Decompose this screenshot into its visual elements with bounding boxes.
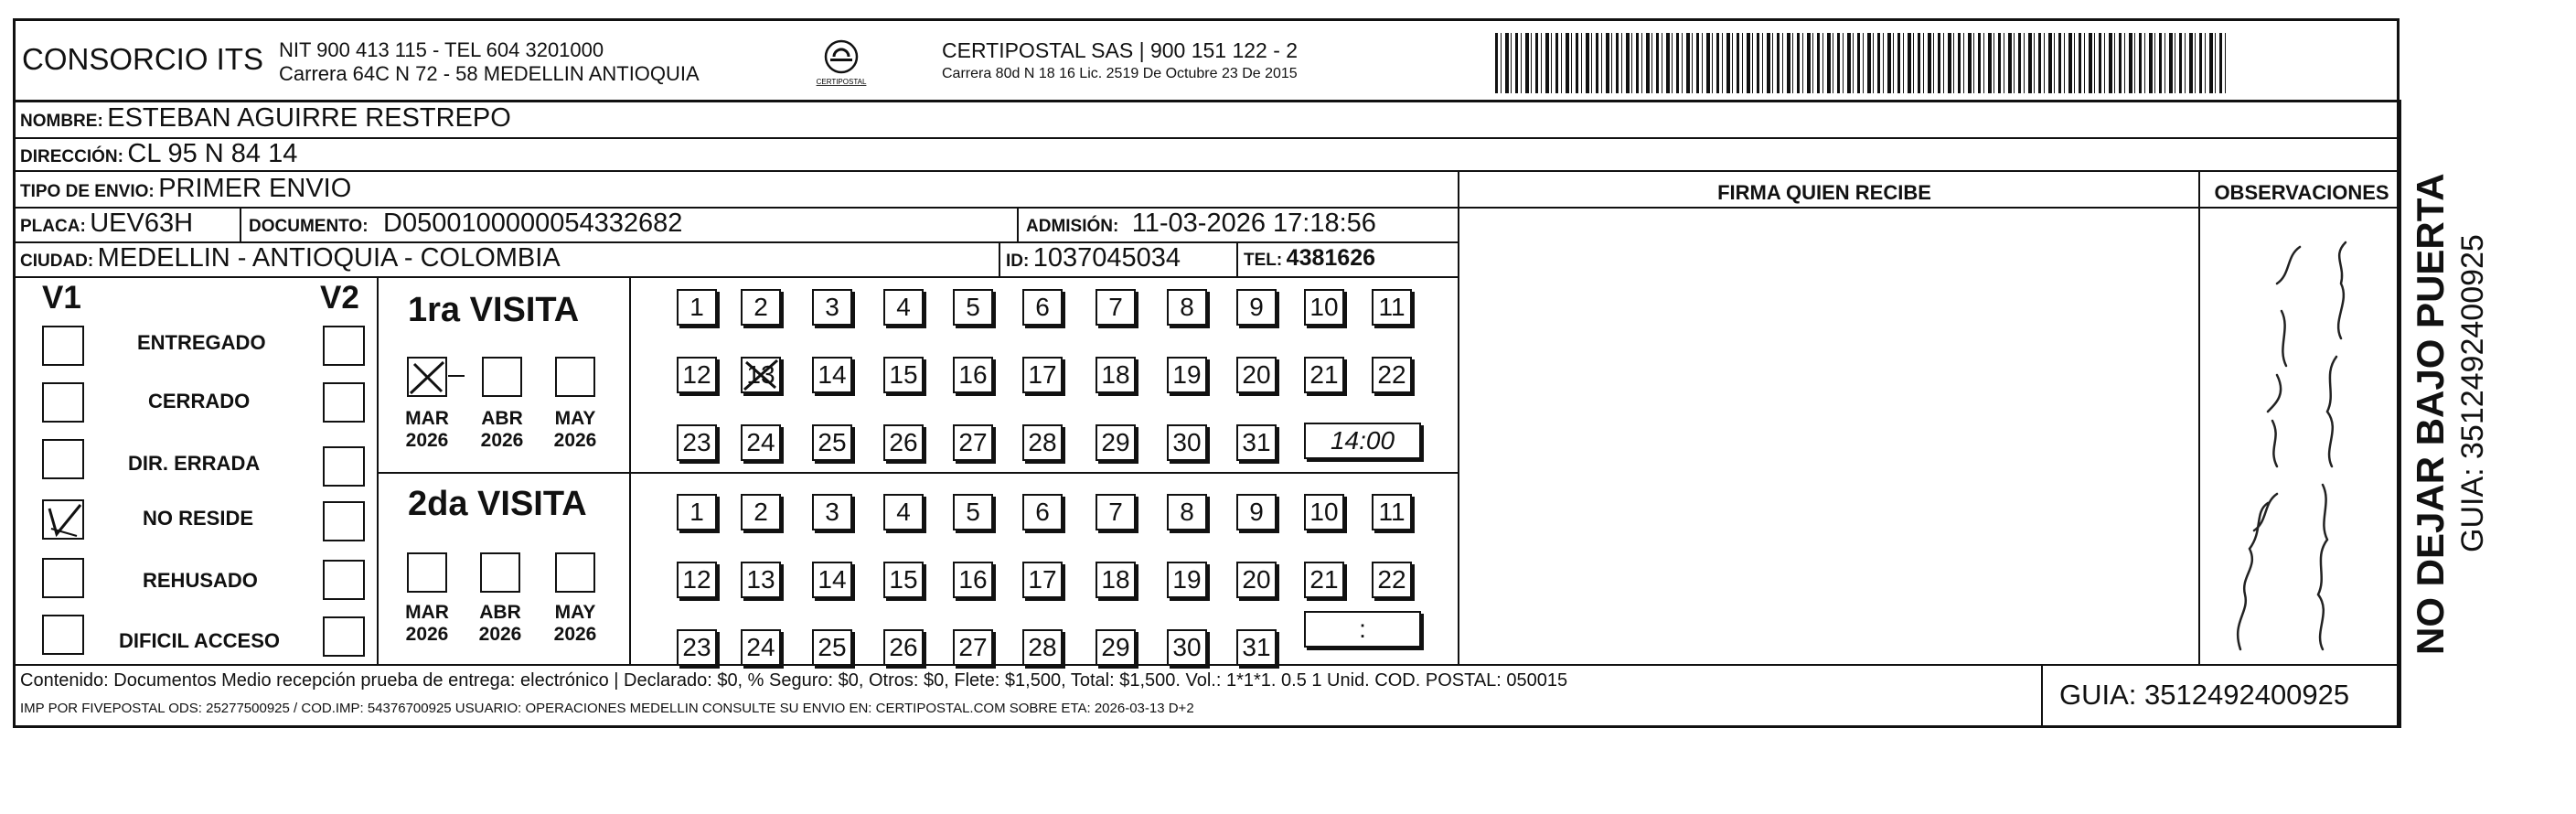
visit1-month-abr-checkbox[interactable] xyxy=(482,357,522,397)
placa-row xyxy=(20,209,193,239)
nombre-value: ESTEBAN AGUIRRE RESTREPO xyxy=(107,103,511,133)
tel-value: 4381626 xyxy=(1286,245,1375,271)
tipo-row xyxy=(20,174,351,204)
documento-row xyxy=(249,209,682,239)
visit2-day-11[interactable]: 11 xyxy=(1372,494,1412,530)
visit1-month-may: MAY 2026 xyxy=(553,408,597,451)
visit2-day-26[interactable]: 26 xyxy=(883,629,924,666)
visit2-day-23[interactable]: 23 xyxy=(677,629,717,666)
tipo-label: TIPO DE ENVIO: xyxy=(20,182,155,201)
visit2-day-15[interactable]: 15 xyxy=(883,562,924,598)
v1-checkbox-rehusado[interactable] xyxy=(42,558,84,598)
visit1-day-13[interactable]: 13 xyxy=(741,357,781,393)
visit1-day-6[interactable]: 6 xyxy=(1022,289,1063,326)
documento-label: DOCUMENTO: xyxy=(249,217,369,236)
visit1-day-30[interactable]: 30 xyxy=(1167,424,1207,461)
visit1-month-mar-checkbox[interactable] xyxy=(407,357,447,397)
certipostal-logo xyxy=(814,37,869,93)
visit1-day-7[interactable]: 7 xyxy=(1096,289,1136,326)
visit1-day-28[interactable]: 28 xyxy=(1022,424,1063,461)
visit2-day-29[interactable]: 29 xyxy=(1096,629,1136,666)
company-nit-line: NIT 900 413 115 - TEL 604 3201000 xyxy=(279,38,604,61)
visit2-day-17[interactable]: 17 xyxy=(1022,562,1063,598)
visit2-day-1[interactable]: 1 xyxy=(677,494,717,530)
visit2-day-6[interactable]: 6 xyxy=(1022,494,1063,530)
footer-contenido: Contenido: Documentos Medio recepción prueba de entrega: electrónico | Declarado: $0, % Seguro: $0, Otros: $0, Flete: $1,500, Total: $1,500. Vol.: 1*1*1. 0.5 1 Unid. COD. POSTAL: 050015 xyxy=(20,670,1568,691)
observaciones-label: OBSERVACIONES xyxy=(2214,181,2389,204)
tel-label: TEL: xyxy=(1244,251,1283,270)
visit1-title: 1ra VISITA xyxy=(408,291,580,329)
status-rehusado: REHUSADO xyxy=(143,569,258,592)
footer-guia: GUIA: 3512492400925 xyxy=(2059,679,2350,711)
company-address-line: Carrera 64C N 72 - 58 MEDELLIN ANTIOQUIA xyxy=(279,62,700,85)
observaciones-handwriting xyxy=(2213,229,2378,659)
visit2-day-28[interactable]: 28 xyxy=(1022,629,1063,666)
visit2-day-2[interactable]: 2 xyxy=(741,494,781,530)
visit2-day-7[interactable]: 7 xyxy=(1096,494,1136,530)
visit2-day-22[interactable]: 22 xyxy=(1372,562,1412,598)
v2-checkbox-entregado[interactable] xyxy=(323,326,365,366)
admision-value: 11-03-2026 17:18:56 xyxy=(1131,209,1376,238)
visit2-month-abr: ABR 2026 xyxy=(478,602,522,645)
visit1-day-3[interactable]: 3 xyxy=(812,289,852,326)
barcode-icon xyxy=(1495,33,2227,93)
visit1-day-10[interactable]: 10 xyxy=(1304,289,1344,326)
carrier-line: CERTIPOSTAL SAS | 900 151 122 - 2 xyxy=(942,38,1299,62)
visit-divider xyxy=(629,276,631,664)
visit1-day-20[interactable]: 20 xyxy=(1236,357,1277,393)
visit1-day-22[interactable]: 22 xyxy=(1372,357,1412,393)
row-divider xyxy=(13,137,2400,139)
visit1-day-4[interactable]: 4 xyxy=(883,289,924,326)
visit2-day-19[interactable]: 19 xyxy=(1167,562,1207,598)
visit2-title: 2da VISITA xyxy=(408,485,587,523)
direccion-value: CL 95 N 84 14 xyxy=(127,139,298,168)
firma-label: FIRMA QUIEN RECIBE xyxy=(1717,181,1931,204)
obs-left-border xyxy=(2198,170,2200,664)
v2-label: V2 xyxy=(320,280,359,316)
visit1-day-26[interactable]: 26 xyxy=(883,424,924,461)
visit2-day-13[interactable]: 13 xyxy=(741,562,781,598)
company-name: CONSORCIO ITS xyxy=(22,42,264,76)
v2-checkbox-dir-errada[interactable] xyxy=(323,446,365,487)
visit1-day-17[interactable]: 17 xyxy=(1022,357,1063,393)
visit1-day-12[interactable]: 12 xyxy=(677,357,717,393)
cell-divider xyxy=(240,207,241,241)
visit1-day-27[interactable]: 27 xyxy=(953,424,993,461)
status-divider xyxy=(377,276,379,664)
ciudad-row xyxy=(20,243,561,273)
visit2-day-25[interactable]: 25 xyxy=(812,629,852,666)
visit2-day-27[interactable]: 27 xyxy=(953,629,993,666)
side-no-dejar-bajo-puerta: NO DEJAR BAJO PUERTA xyxy=(2409,173,2452,655)
status-cerrado: CERRADO xyxy=(148,390,251,412)
visit1-day-15[interactable]: 15 xyxy=(883,357,924,393)
status-dir-errada: DIR. ERRADA xyxy=(128,452,261,475)
v2-checkbox-cerrado[interactable] xyxy=(323,382,365,423)
footer-impresion: IMP POR FIVEPOSTAL ODS: 25277500925 / COD.IMP: 54376700925 USUARIO: OPERACIONES MEDELLIN CONSULTE SU ENVIO EN: CERTIPOSTAL.COM SOBRE ETA: 2026-03-13 D+2 xyxy=(20,701,1194,716)
visit1-time[interactable]: 14:00 xyxy=(1304,423,1421,459)
direccion-label: DIRECCIÓN: xyxy=(20,147,123,166)
nombre-label: NOMBRE: xyxy=(20,112,103,131)
direccion-row xyxy=(20,139,297,169)
visit2-day-21[interactable]: 21 xyxy=(1304,562,1344,598)
footer-cell-divider xyxy=(2041,664,2043,728)
visit2-day-20[interactable]: 20 xyxy=(1236,562,1277,598)
v1-checkbox-entregado[interactable] xyxy=(42,326,84,366)
nombre-row xyxy=(20,103,511,134)
cell-divider xyxy=(1236,241,1238,276)
visit2-day-30[interactable]: 30 xyxy=(1167,629,1207,666)
v2-checkbox-dificil-acceso[interactable] xyxy=(323,616,365,657)
cell-divider xyxy=(1017,207,1019,241)
visit2-day-24[interactable]: 24 xyxy=(741,629,781,666)
visit1-day-29[interactable]: 29 xyxy=(1096,424,1136,461)
visit1-day-16[interactable]: 16 xyxy=(953,357,993,393)
status-dificil-acceso: DIFICIL ACCESO xyxy=(119,629,281,652)
admision-label: ADMISIÓN: xyxy=(1026,217,1119,236)
visit1-month-mar: MAR 2026 xyxy=(405,408,449,451)
visit1-day-23[interactable]: 23 xyxy=(677,424,717,461)
visit2-day-10[interactable]: 10 xyxy=(1304,494,1344,530)
carrier-address-line: Carrera 80d N 18 16 Lic. 2519 De Octubre 23 De 2015 xyxy=(942,66,1298,81)
v1-checkbox-dificil-acceso[interactable] xyxy=(42,615,84,655)
pen-stroke xyxy=(448,375,465,377)
visit2-day-5[interactable]: 5 xyxy=(953,494,993,530)
status-no-reside: NO RESIDE xyxy=(143,507,254,530)
tel-row xyxy=(1244,245,1375,272)
side-guia: GUIA: 3512492400925 xyxy=(2455,234,2490,552)
visit2-month-mar-checkbox[interactable] xyxy=(407,552,447,593)
side-band-divider xyxy=(2400,100,2401,728)
visit1-day-19[interactable]: 19 xyxy=(1167,357,1207,393)
visit2-day-8[interactable]: 8 xyxy=(1167,494,1207,530)
visit1-day-1[interactable]: 1 xyxy=(677,289,717,326)
visit1-day-31[interactable]: 31 xyxy=(1236,424,1277,461)
visit2-month-may-checkbox[interactable] xyxy=(555,552,595,593)
visit2-time[interactable]: : xyxy=(1304,611,1421,648)
v1-checkbox-no-reside[interactable] xyxy=(42,499,84,540)
visit1-day-11[interactable]: 11 xyxy=(1372,289,1412,326)
id-value: 1037045034 xyxy=(1032,243,1181,273)
visit1-month-may-checkbox[interactable] xyxy=(555,357,595,397)
ciudad-value: MEDELLIN - ANTIOQUIA - COLOMBIA xyxy=(97,243,561,273)
cell-divider xyxy=(999,241,1000,276)
visit2-day-9[interactable]: 9 xyxy=(1236,494,1277,530)
visit1-month-abr: ABR 2026 xyxy=(480,408,524,451)
visit1-day-8[interactable]: 8 xyxy=(1167,289,1207,326)
visit1-day-21[interactable]: 21 xyxy=(1304,357,1344,393)
visit2-day-3[interactable]: 3 xyxy=(812,494,852,530)
documento-value: D0500100000054332682 xyxy=(383,209,683,238)
visit2-day-12[interactable]: 12 xyxy=(677,562,717,598)
firma-left-border xyxy=(1458,170,1459,664)
visit2-day-31[interactable]: 31 xyxy=(1236,629,1277,666)
visit1-day-2[interactable]: 2 xyxy=(741,289,781,326)
status-entregado: ENTREGADO xyxy=(137,331,266,354)
visit2-day-18[interactable]: 18 xyxy=(1096,562,1136,598)
visit2-month-mar: MAR 2026 xyxy=(405,602,449,645)
v1-label: V1 xyxy=(42,280,81,316)
placa-value: UEV63H xyxy=(90,209,194,238)
id-row xyxy=(1006,243,1181,273)
visit2-day-14[interactable]: 14 xyxy=(812,562,852,598)
header-divider xyxy=(13,100,2400,102)
row-divider xyxy=(13,276,1458,278)
placa-label: PLACA: xyxy=(20,217,86,236)
ciudad-label: CIUDAD: xyxy=(20,252,94,271)
cross-icon xyxy=(409,359,445,395)
visit-separator xyxy=(377,472,1458,474)
visit2-day-16[interactable]: 16 xyxy=(953,562,993,598)
id-label: ID: xyxy=(1006,252,1030,271)
visit1-day-25[interactable]: 25 xyxy=(812,424,852,461)
visit2-day-4[interactable]: 4 xyxy=(883,494,924,530)
visit1-day-9[interactable]: 9 xyxy=(1236,289,1277,326)
tipo-value: PRIMER ENVIO xyxy=(158,174,352,203)
v1-checkbox-cerrado[interactable] xyxy=(42,382,84,423)
visit2-month-may: MAY 2026 xyxy=(553,602,597,645)
v1-checkbox-dir-errada[interactable] xyxy=(42,439,84,479)
visit1-day-18[interactable]: 18 xyxy=(1096,357,1136,393)
v2-checkbox-no-reside[interactable] xyxy=(323,501,365,541)
v2-checkbox-rehusado[interactable] xyxy=(323,560,365,600)
visit1-day-14[interactable]: 14 xyxy=(812,357,852,393)
svg-text:CERTIPOSTAL: CERTIPOSTAL xyxy=(816,78,867,86)
visit1-day-24[interactable]: 24 xyxy=(741,424,781,461)
visit1-day-5[interactable]: 5 xyxy=(953,289,993,326)
checkmark-icon xyxy=(44,501,82,538)
visit2-month-abr-checkbox[interactable] xyxy=(480,552,520,593)
row-divider xyxy=(13,170,2400,172)
admision-row xyxy=(1026,209,1376,239)
